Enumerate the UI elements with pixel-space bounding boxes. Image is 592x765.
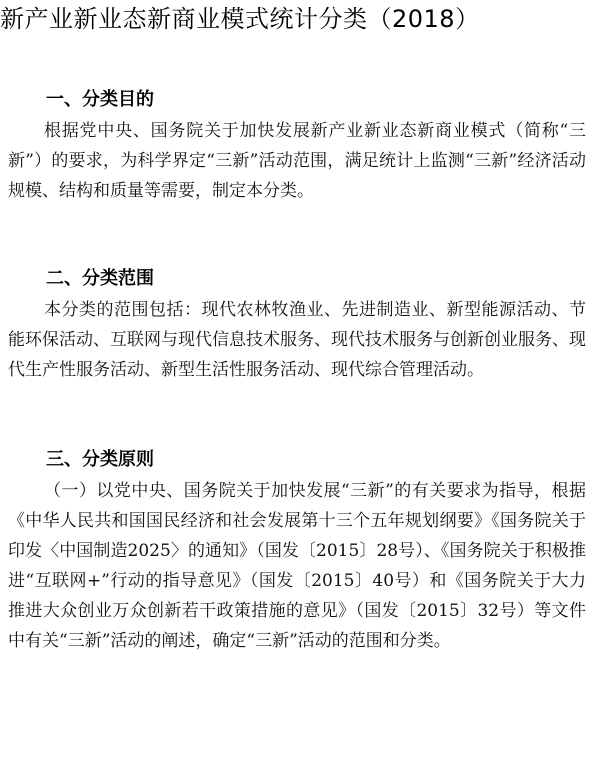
section-paragraph-scope: 本分类的范围包括：现代农林牧渔业、先进制造业、新型能源活动、节能环保活动、互联网与现代信息技术服务、现代技术服务与创新创业服务、现代生产性服务活动、新型生活性服务活动、现代综合管理活动。: [8, 300, 586, 380]
section-purpose: [0, 84, 592, 206]
section-paragraph-principles: （一）以党中央、国务院关于加快发展“三新”的有关要求为指导，根据《中华人民共和国国民经济和社会发展第十三个五年规划纲要》《国务院关于印发〈中国制造2025〉的通知》（国发〔2015〕28号）、《国务院关于积极推进“互联网+”行动的指导意见》（国发〔2015〕40号）和《国务院关于大力推进大众创业万众创新若干政策措施的意见》（国发〔2015〕32号）等文件中有关“三新”活动的阐述，确定“三新”活动的范围和分类。: [8, 481, 586, 651]
section-scope: [0, 263, 592, 385]
section-heading-scope: 二、分类范围: [46, 268, 154, 289]
section-heading-principles: 三、分类原则: [46, 449, 154, 470]
section-principles: [0, 444, 592, 656]
document-title: 新产业新业态新商业模式统计分类（2018）: [0, 5, 480, 33]
section-heading-purpose: 一、分类目的: [46, 89, 154, 110]
section-paragraph-purpose: 根据党中央、国务院关于加快发展新产业新业态新商业模式（简称“三新”）的要求，为科学界定“三新”活动范围，满足统计上监测“三新”经济活动规模、结构和质量等需要，制定本分类。: [8, 121, 587, 201]
